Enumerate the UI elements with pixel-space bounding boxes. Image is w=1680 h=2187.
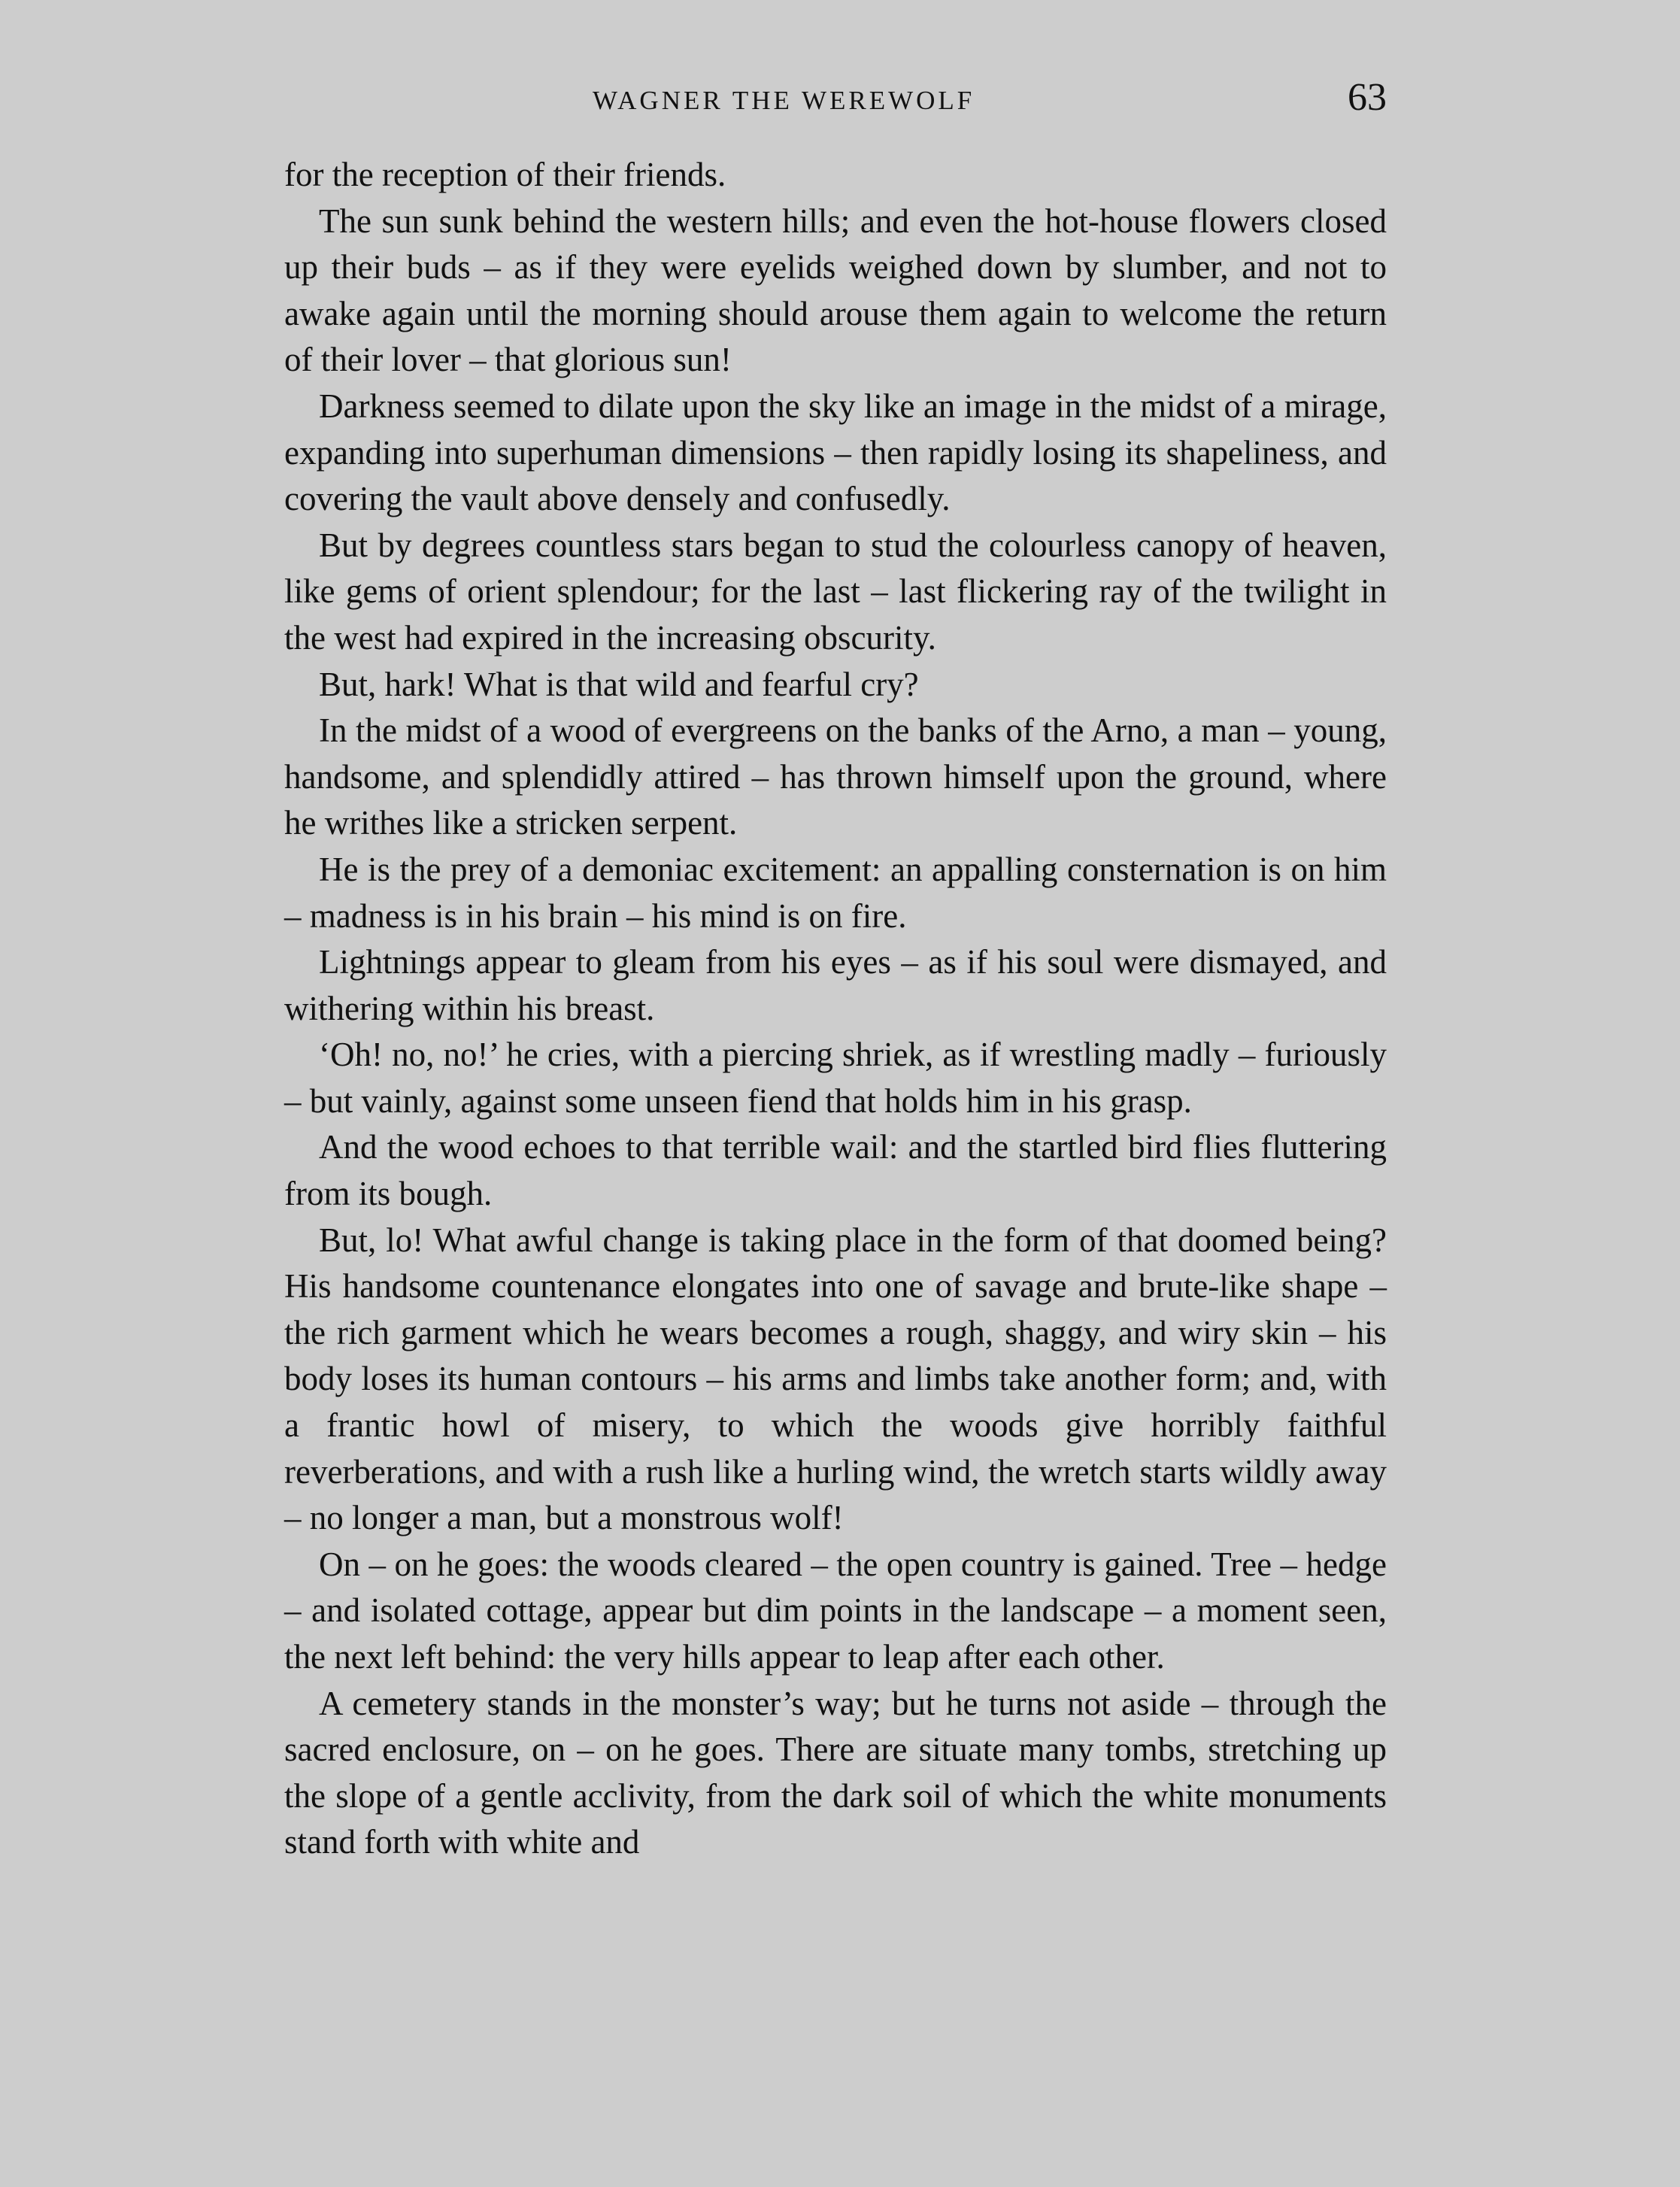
paragraph: On – on he goes: the woods cleared – the open country is gained. Tree – hedge – and isolated cottage, appear but dim points in the landscape – a moment seen, the next left behind: the very hills appear to leap after each other. (284, 1545, 1387, 1676)
page-number: 63 (1348, 76, 1387, 119)
paragraph: He is the prey of a demoniac excitement: an appalling consternation is on him – madness is in his brain – his mind is on fire. (284, 850, 1387, 935)
paragraph: In the midst of a wood of evergreens on the banks of the Arno, a man – young, handsome, and splendidly attired – has thrown himself upon the ground, where he writhes like a stricken serpent. (284, 711, 1387, 842)
running-head (284, 75, 1387, 128)
paragraph-continued: for the reception of their friends. (284, 156, 726, 193)
body-text (284, 152, 1387, 1866)
paragraph: ‘Oh! no, no!’ he cries, with a piercing shriek, as if wrestling madly – furiously – but vainly, against some unseen fiend that holds him in his grasp. (284, 1036, 1387, 1120)
paragraph: Lightnings appear to gleam from his eyes – as if his soul were dismayed, and withering within his breast. (284, 943, 1387, 1027)
paragraph: And the wood echoes to that terrible wail: and the startled bird flies fluttering from its bough. (284, 1128, 1387, 1213)
paragraph: But, lo! What awful change is taking place in the form of that doomed being? His handsome countenance elongates into one of savage and brute-like shape – the rich garment which he wears becomes a rough, shaggy, and wiry skin – his body loses its human contours – his arms and limbs take another form; and, with a frantic howl of misery, to which the woods give horribly faithful reverberations, and with a rush like a hurling wind, the wretch starts wildly away – no longer a man, but a monstrous wolf! (284, 1221, 1387, 1537)
paragraph: The sun sunk behind the western hills; and even the hot-house flowers closed up their buds – as if they were eyelids weighed down by slumber, and not to awake again until the morning should arouse them again to welcome the return of their lover – that glorious sun! (284, 202, 1387, 379)
paragraph: Darkness seemed to dilate upon the sky like an image in the midst of a mirage, expanding into superhuman dimensions – then rapidly losing its shapeliness, and covering the vault above densely and confusedly. (284, 387, 1387, 518)
paragraph: A cemetery stands in the monster’s way; but he turns not aside – through the sacred enclosure, on – on he goes. There are situate many tombs, stretching up the slope of a gentle acclivity, from the dark soil of which the white monuments stand forth with white and (284, 1684, 1387, 1861)
paragraph: But by degrees countless stars began to stud the colourless canopy of heaven, like gems of orient splendour; for the last – last flickering ray of the twilight in the west had expired in the increasing obscurity. (284, 526, 1387, 657)
running-title: WAGNER THE WEREWOLF (593, 86, 975, 115)
paragraph: But, hark! What is that wild and fearful cry? (319, 665, 919, 703)
